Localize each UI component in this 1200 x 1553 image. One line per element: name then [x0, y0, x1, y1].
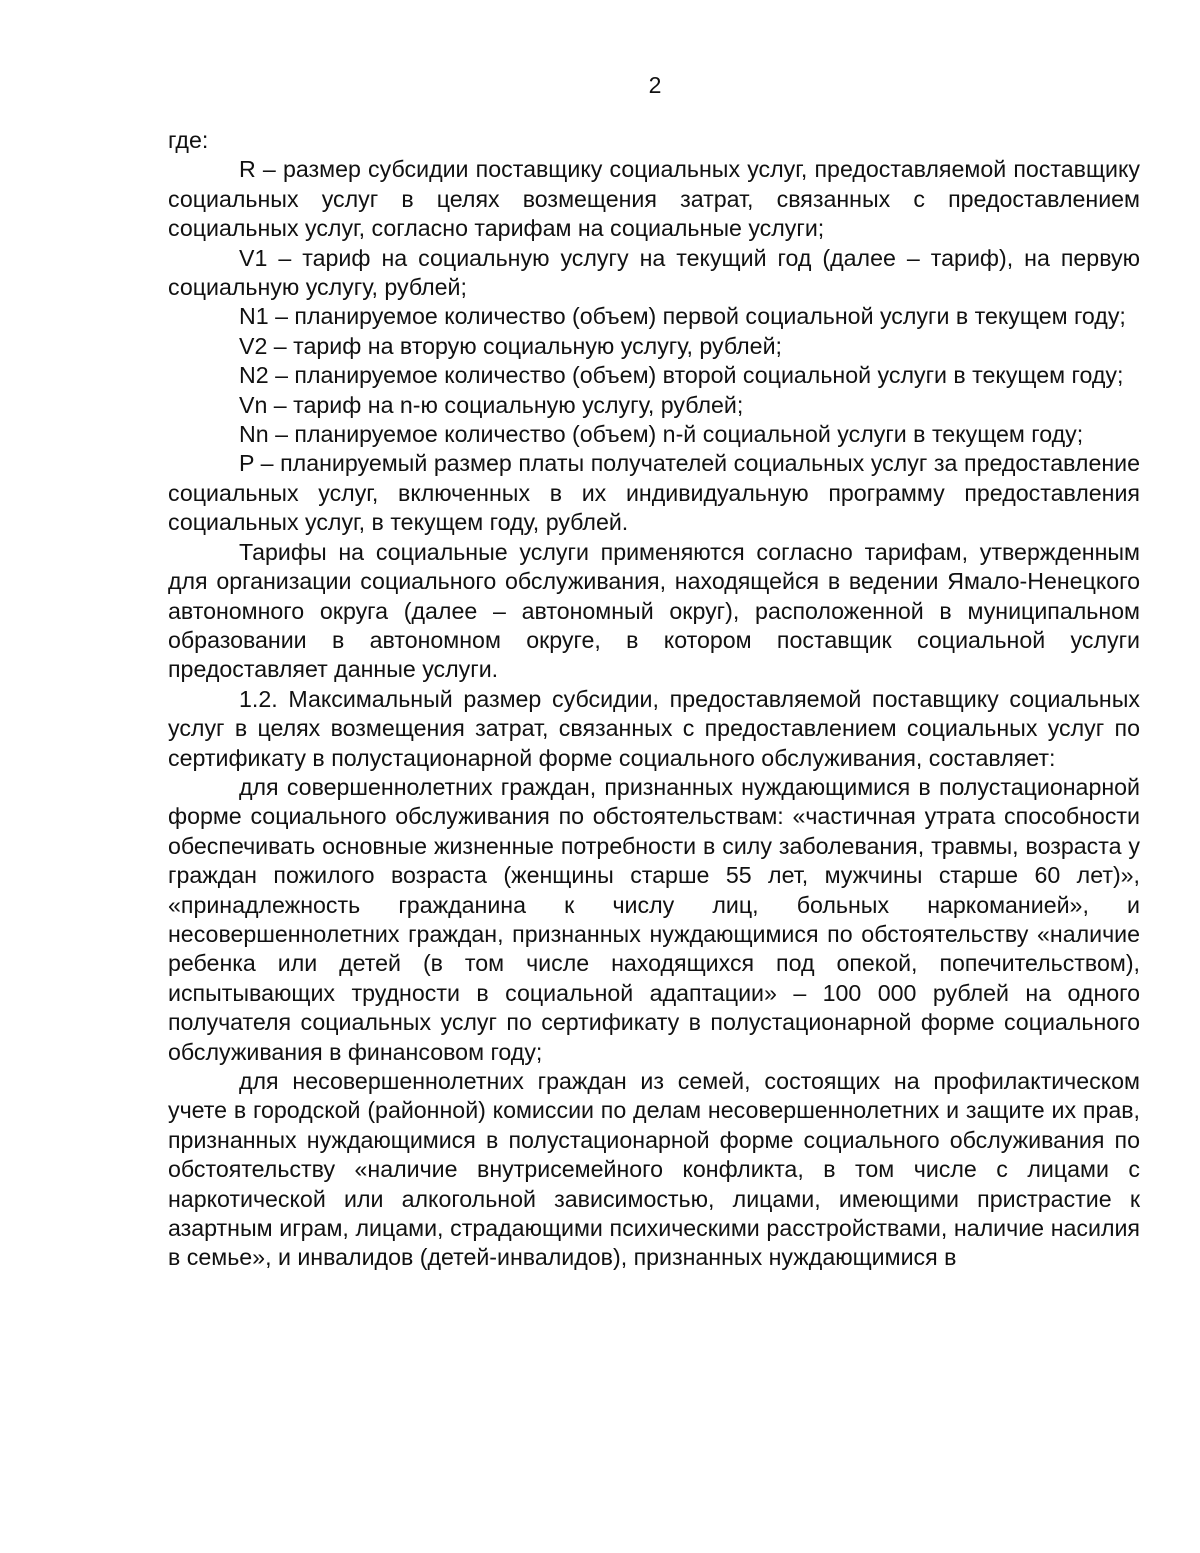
paragraph-where: где: — [168, 127, 209, 153]
paragraph-definition-nn: Nn – планируемое количество (объем) n-й социальной услуги в текущем году; — [239, 421, 1084, 448]
paragraph-definition-r: R – размер субсидии поставщику социальных услуг, предоставляемой поставщику социальных услуг в целях возмещения затрат, связанных с предоставлением социальных услуг, согласно тарифам на социальные услуги; — [168, 156, 1140, 242]
paragraph-definition-n2: N2 – планируемое количество (объем) второй социальной услуги в текущем году; — [239, 362, 1124, 389]
paragraph-definition-n1: N1 – планируемое количество (объем) первой социальной услуги в текущем году; — [239, 303, 1126, 330]
paragraph-minor-citizens: для несовершеннолетних граждан из семей, состоящих на профилактическом учете в городской (районной) комиссии по делам несовершеннолетних и защите их прав, признанных нуждающимися в полустационарной форме социального обслуживания по обстоятельству «наличие внутрисемейного конфликта, в том числе с лицами с наркотической или алкогольной зависимостью, лицами, имеющими пристрастие к азартным играм, лицами, страдающими психическими расстройствами, наличие насилия в семье», и инвалидов (детей-инвалидов), признанных нуждающимися в — [168, 1068, 1140, 1271]
paragraph-definition-p: P – планируемый размер платы получателей социальных услуг за предоставление социальных услуг, включенных в их индивидуальную программу предоставления социальных услуг, в текущем году, рублей. — [168, 450, 1140, 536]
paragraph-definition-v1: V1 – тариф на социальную услугу на текущий год (далее – тариф), на первую социальную услугу, рублей; — [168, 244, 1140, 301]
paragraph-section-1-2: 1.2. Максимальный размер субсидии, предоставляемой поставщику социальных услуг в целях возмещения затрат, связанных с предоставлением социальных услуг по сертификату в полустационарной форме социального обслуживания, составляет: — [168, 685, 1140, 771]
paragraph-definition-v2: V2 – тариф на вторую социальную услугу, рублей; — [239, 332, 782, 359]
document-body — [168, 126, 1140, 1273]
paragraph-adult-citizens: для совершеннолетних граждан, признанных нуждающимися в полустационарной форме социального обслуживания по обстоятельствам: «частичная утрата способности обеспечивать основные жизненные потребности в силу заболевания, травмы, возраста у граждан пожилого возраста (женщины старше 55 лет, мужчины старше 60 лет)», «принадлежность гражданина к числу лиц, больных наркоманией», и несовершеннолетних граждан, признанных нуждающимися по обстоятельству «наличие ребенка или детей (в том числе находящихся под опекой, попечительством), испытывающих трудности в социальной адаптации» – 100 000 рублей на одного получателя социальных услуг по сертификату в полустационарной форме социального обслуживания в финансовом году; — [168, 773, 1140, 1065]
paragraph-definition-vn: Vn – тариф на n-ю социальную услугу, рублей; — [239, 391, 744, 418]
paragraph-tariffs: Тарифы на социальные услуги применяются согласно тарифам, утвержденным для организации социального обслуживания, находящейся в ведении Ямало-Ненецкого автономного округа (далее – автономный округ), расположенной в муниципальном образовании в автономном округе, в котором поставщик социальной услуги предоставляет данные услуги. — [168, 538, 1140, 683]
page-number: 2 — [648, 72, 662, 98]
